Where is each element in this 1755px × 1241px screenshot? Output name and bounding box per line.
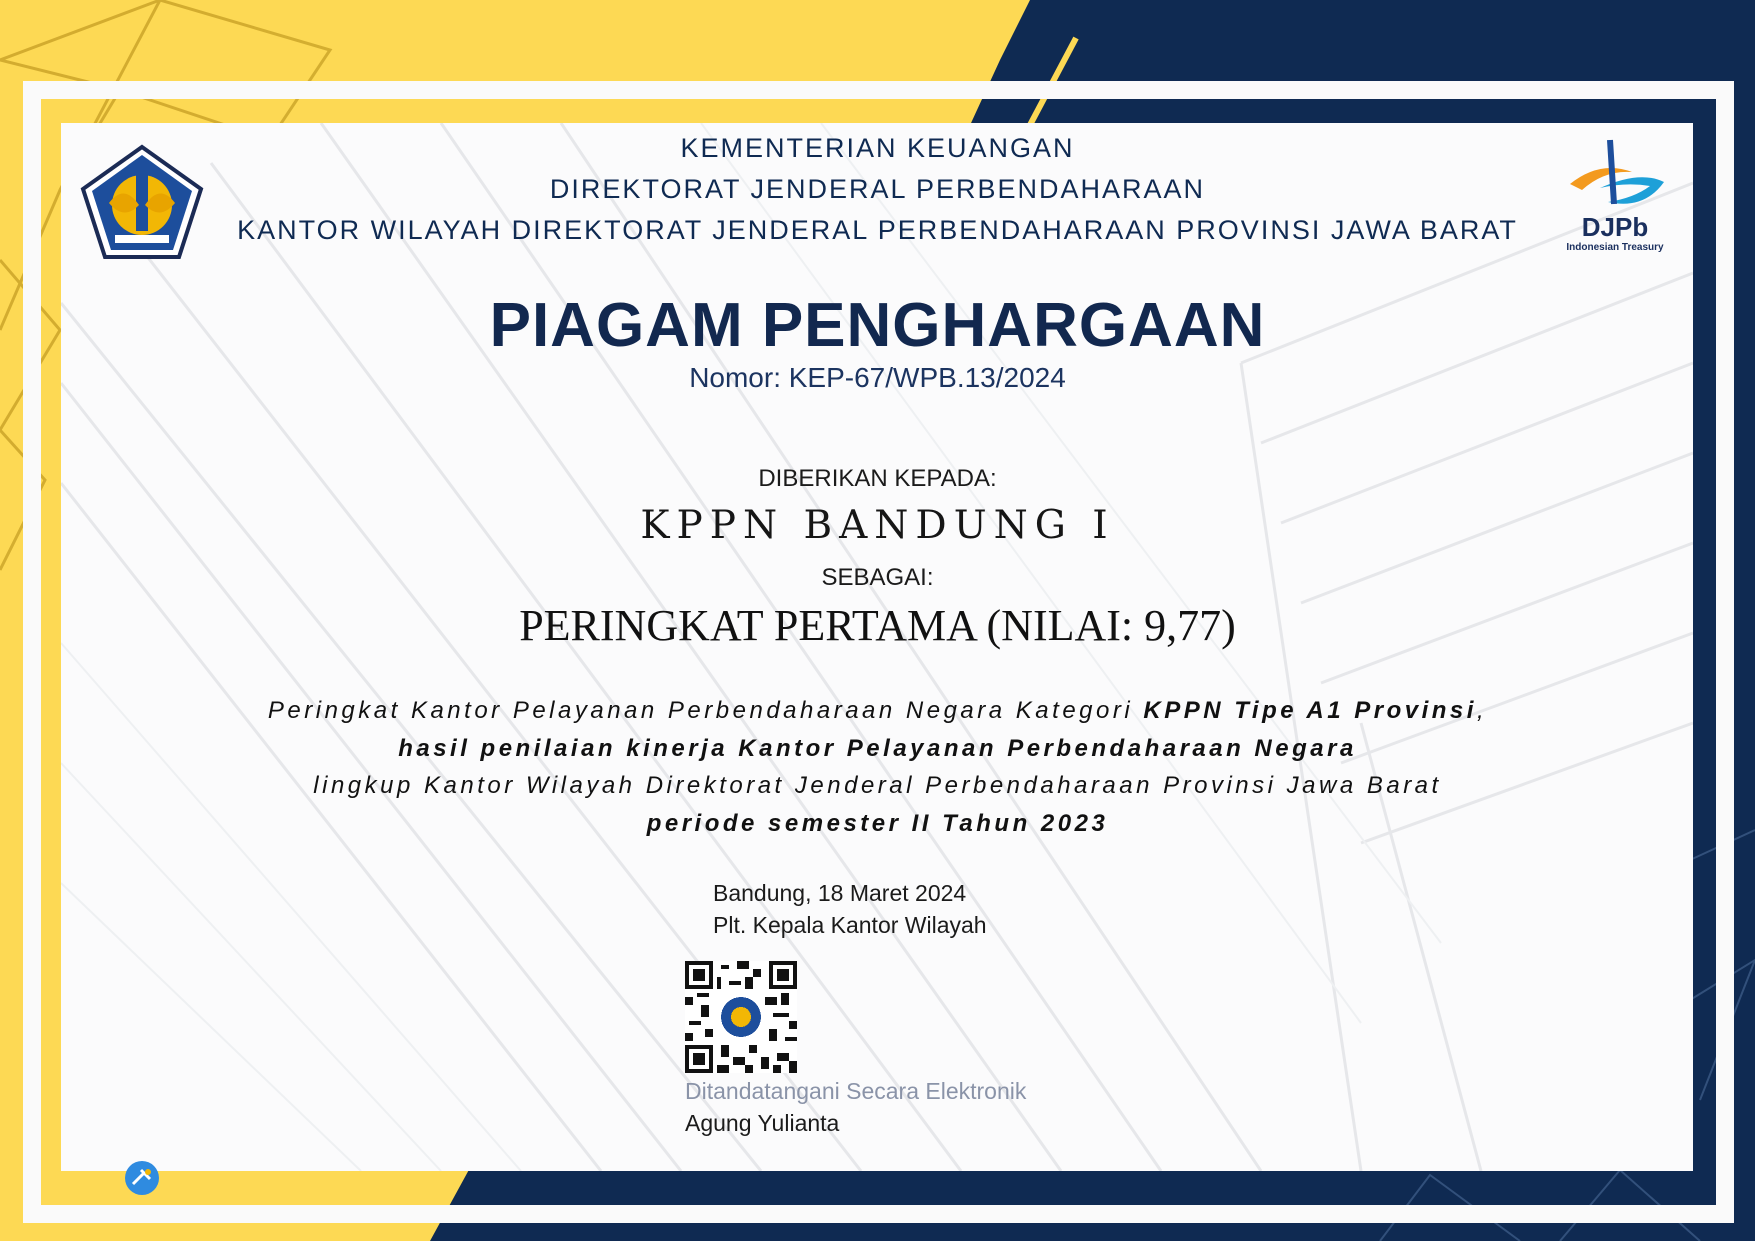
description-line-1-end: , xyxy=(1476,697,1488,724)
signer-position: Plt. Kepala Kantor Wilayah xyxy=(713,912,987,938)
description-assessment: hasil penilaian kinerja Kantor Pelayanan Perbendaharaan Negara xyxy=(398,735,1357,762)
header-directorate: DIREKTORAT JENDERAL PERBENDAHARAAN xyxy=(549,174,1206,204)
certificate-title: PIAGAM PENGHARGAAN xyxy=(489,291,1266,360)
signed-electronically-note: Ditandatangani Secara Elektronik xyxy=(685,1078,1027,1104)
certificate-number: Nomor: KEP-67/WPB.13/2024 xyxy=(689,362,1066,393)
signer-name: Agung Yulianta xyxy=(685,1110,840,1136)
description-line-2 xyxy=(0,735,1755,763)
description-line-3: lingkup Kantor Wilayah Direktorat Jenderal Perbendaharaan Provinsi Jawa Barat xyxy=(313,772,1442,799)
recipient-name: KPPN BANDUNG I xyxy=(640,503,1115,548)
description-line-4 xyxy=(0,810,1755,838)
djpb-tagline: Indonesian Treasury xyxy=(1566,242,1664,253)
header-regional-office: KANTOR WILAYAH DIREKTORAT JENDERAL PERBENDAHARAAN PROVINSI JAWA BARAT xyxy=(237,215,1518,245)
djpb-brand: DJPb xyxy=(1581,212,1649,242)
description-line-1-text: Peringkat Kantor Pelayanan Perbendaharaan Negara Kategori xyxy=(267,697,1144,724)
given-to-label: DIBERIKAN KEPADA: xyxy=(758,465,997,492)
header-ministry: KEMENTERIAN KEUANGAN xyxy=(680,133,1075,163)
place-date: Bandung, 18 Maret 2024 xyxy=(713,880,967,906)
description-category: KPPN Tipe A1 Provinsi xyxy=(1143,697,1477,724)
description-period: periode semester II Tahun 2023 xyxy=(646,810,1109,837)
verification-badge-icon xyxy=(124,1160,160,1196)
as-label: SEBAGAI: xyxy=(821,564,934,591)
rank-title: PERINGKAT PERTAMA (NILAI: 9,77) xyxy=(519,601,1236,650)
qr-code-icon xyxy=(685,961,797,1073)
description-line-1 xyxy=(0,697,1755,725)
